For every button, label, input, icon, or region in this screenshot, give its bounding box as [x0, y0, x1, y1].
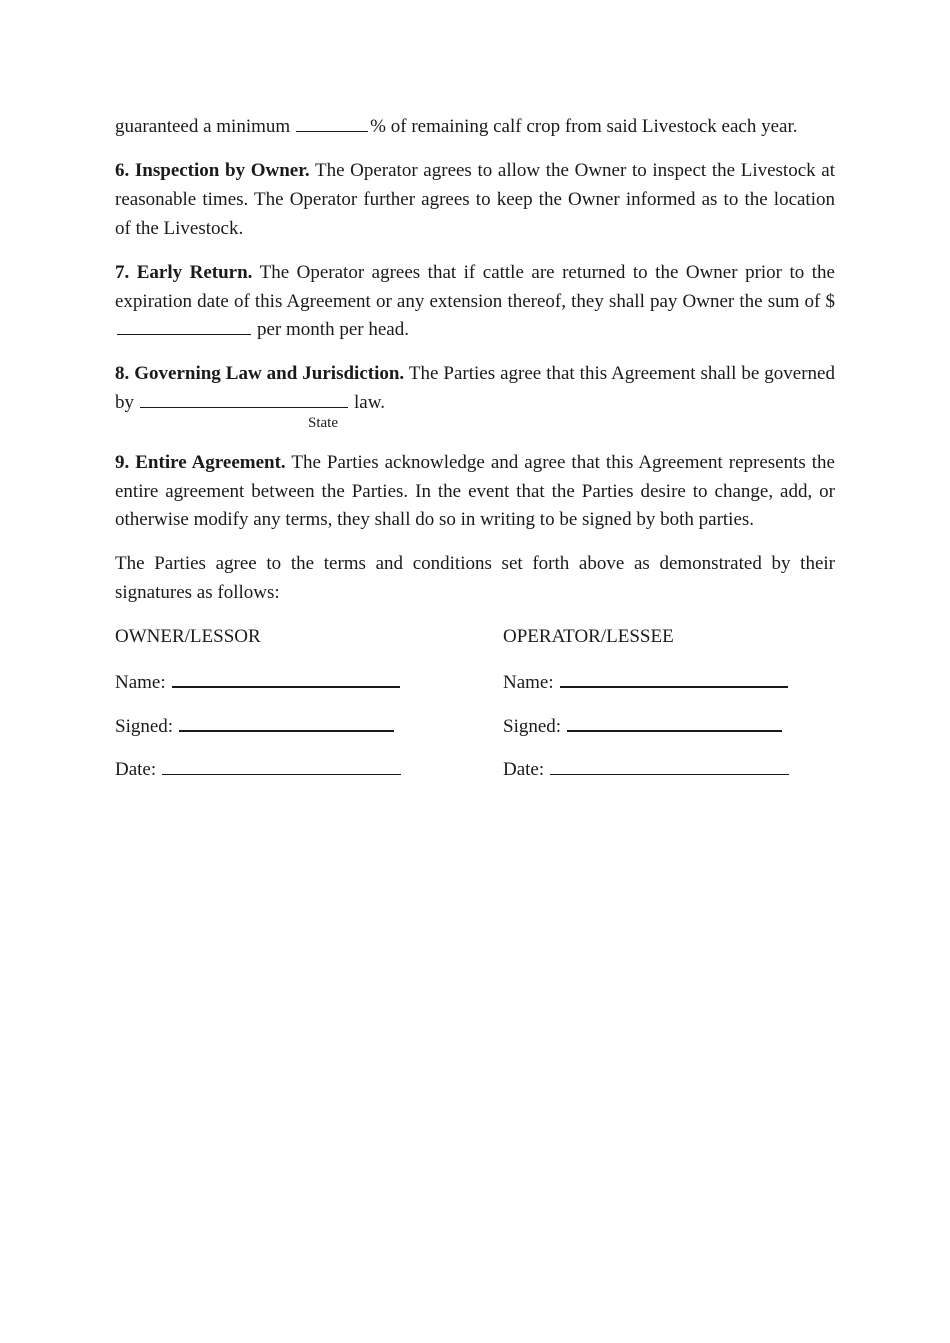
owner-date-line[interactable] — [162, 756, 401, 775]
section-inspection-heading: 6. Inspection by Owner. — [115, 160, 310, 182]
section-entire-agreement-heading: 9. Entire Agreement. — [115, 451, 286, 473]
continuation-paragraph — [115, 113, 835, 142]
section-governing-law-text-pre: The Parties agree that this Agreement shall be governed by — [115, 363, 835, 414]
governing-state-blank[interactable] — [140, 389, 348, 408]
section-early-return — [115, 259, 835, 345]
operator-name-label: Name: — [503, 671, 554, 693]
closing-paragraph: The Parties agree to the terms and conditions set forth above as demonstrated by their signatures as follows: — [115, 553, 835, 604]
operator-date-line[interactable] — [550, 756, 789, 775]
owner-name-label: Name: — [115, 671, 166, 693]
owner-title: OWNER/LESSOR — [115, 626, 261, 648]
section-entire-agreement-text: The Parties acknowledge and agree that this Agreement represents the entire agreement between the Parties. In the event that the Parties desire to change, add, or otherwise modify any terms, they shall do so in writing to be signed by both parties. — [115, 451, 835, 531]
section-early-return-text-post: per month per head. — [257, 319, 409, 341]
operator-signed-label: Signed: — [503, 715, 562, 737]
section-governing-law-text-post: law. — [354, 392, 385, 414]
owner-date-row — [115, 756, 445, 785]
owner-date-label: Date: — [115, 758, 157, 780]
state-blank-caption: State — [308, 414, 338, 431]
section-governing-law — [115, 360, 835, 417]
operator-date-row — [503, 756, 833, 785]
section-inspection-text: The Operator agrees to allow the Owner to inspect the Livestock at reasonable times. The Operator further agrees to keep the Owner informed as to the location of the Livestock. — [115, 160, 835, 239]
operator-date-label: Date: — [503, 758, 545, 780]
operator-title: OPERATOR/LESSEE — [503, 626, 674, 648]
section-governing-law-heading: 8. Governing Law and Jurisdiction. — [115, 363, 405, 385]
owner-name-row — [115, 668, 445, 697]
operator-signature-column — [503, 623, 833, 800]
owner-signed-label: Signed: — [115, 715, 174, 737]
section-inspection — [115, 157, 835, 243]
calf-crop-percent-blank[interactable] — [296, 113, 368, 132]
continuation-text-pre: guaranteed a minimum — [115, 116, 291, 137]
early-return-amount-blank[interactable] — [117, 316, 251, 335]
operator-signed-line[interactable] — [567, 712, 782, 732]
owner-signature-column — [115, 623, 445, 800]
owner-name-line[interactable] — [172, 668, 400, 688]
document-page — [115, 113, 835, 780]
section-early-return-heading: 7. Early Return. — [115, 261, 253, 283]
owner-signed-line[interactable] — [179, 712, 394, 732]
section-early-return-text-pre: The Operator agrees that if cattle are returned to the Owner prior to the expiration date of this Agreement or any extension thereof, they shall pay Owner the sum of $ — [115, 261, 835, 312]
operator-signed-row — [503, 712, 833, 741]
operator-name-line[interactable] — [560, 668, 788, 688]
owner-signed-row — [115, 712, 445, 741]
section-entire-agreement — [115, 449, 835, 535]
operator-name-row — [503, 668, 833, 697]
continuation-text-post: % of remaining calf crop from said Livestock each year. — [370, 116, 798, 137]
